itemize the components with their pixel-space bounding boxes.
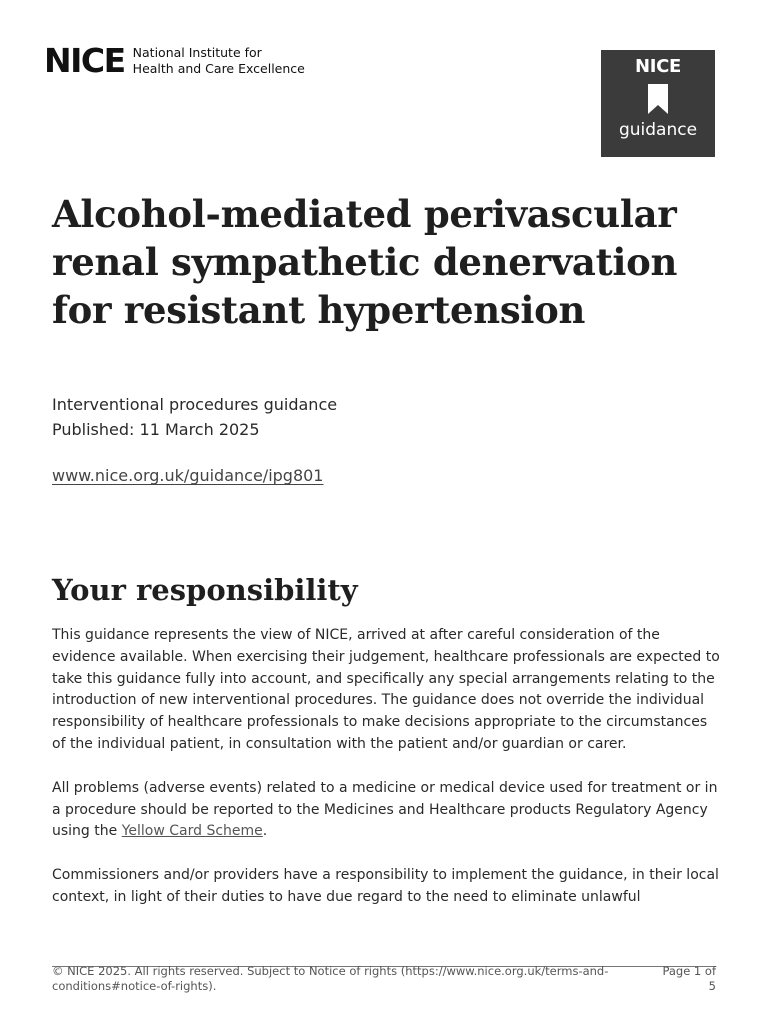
logo-line-1: National Institute for <box>132 44 262 60</box>
paragraph-2-text: All problems (adverse events) related to a medicine or medical device used for treatment or in a procedure should be reported to the Medicines and Healthcare products Regulatory Agency using the <box>52 779 718 840</box>
document-meta <box>52 392 337 442</box>
nice-logo <box>44 41 305 80</box>
yellow-card-link[interactable]: Yellow Card Scheme <box>121 823 263 840</box>
badge-label: guidance <box>618 120 698 140</box>
page-title: Alcohol-mediated perivascular renal sympathetic denervation for resistant hypertension <box>52 192 678 332</box>
paragraph-2 <box>52 778 722 843</box>
paragraph-2-end: . <box>262 823 268 840</box>
guidance-type: Interventional procedures guidance <box>52 395 338 414</box>
page-number: Page 1 of 5 <box>662 964 716 993</box>
badge-title: NICE <box>634 56 682 77</box>
logo-line-2: Health and Care Excellence <box>132 60 305 76</box>
guidance-link[interactable]: www.nice.org.uk/guidance/ipg801 <box>52 466 324 485</box>
logo-subtitle <box>133 45 305 77</box>
paragraph-3: Commissioners and/or providers have a responsibility to implement the guidance, in their local context, in light of their duties to have due regard to the need to eliminate unlawful <box>52 867 719 905</box>
guidance-badge <box>601 50 715 157</box>
logo-wordmark: NICE <box>44 41 125 80</box>
guidance-url <box>52 466 323 485</box>
footer-copyright: © NICE 2025. All rights reserved. Subject to Notice of rights (https://www.nice.org.uk/terms-and-conditions#notice-of-rights). <box>52 964 609 993</box>
bookmark-icon <box>647 84 669 114</box>
published-date: Published: 11 March 2025 <box>52 420 260 439</box>
paragraph-1: This guidance represents the view of NICE, arrived at after careful consideration of the evidence available. When exercising their judgement, healthcare professionals are expected to take this guidance fully into account, and specifically any special arrangements relating to the introduction of new interventional procedures. The guidance does not override the individual responsibility of healthcare professionals to make decisions appropriate to the circumstances of the individual patient, in consultation with the patient and/or guardian or carer. <box>52 627 720 752</box>
section-body <box>52 625 722 931</box>
section-heading: Your responsibility <box>52 573 358 607</box>
